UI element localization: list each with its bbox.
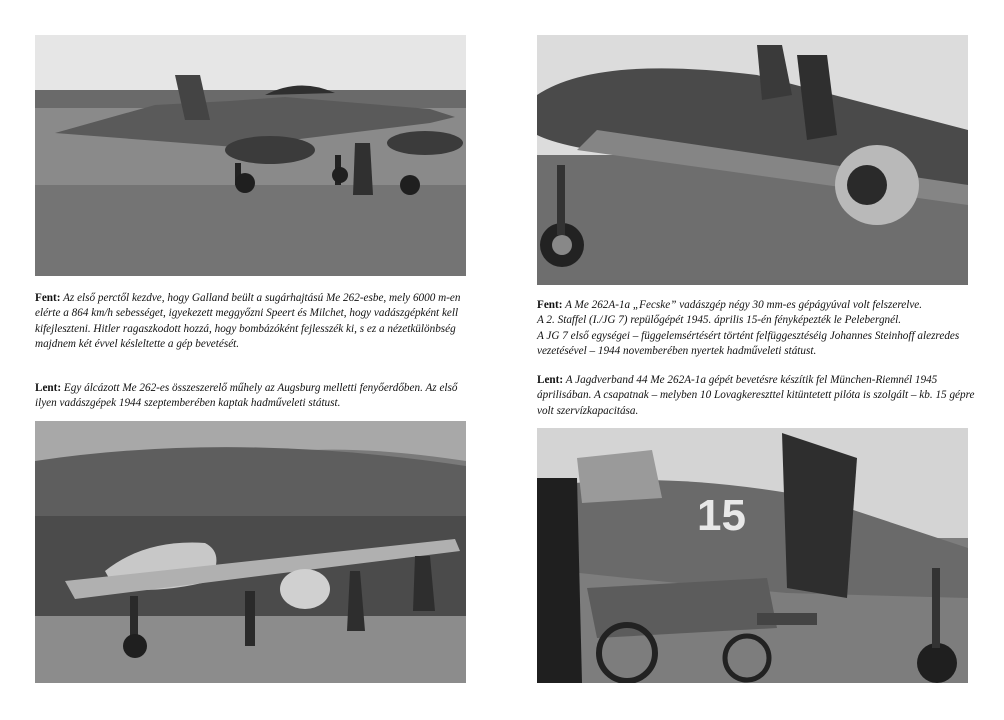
caption-top-right <box>537 298 977 360</box>
caption-label: Fent: <box>35 292 61 304</box>
caption-text: A Jagdverband 44 Me 262A-1a gépét bevetésre készítik fel München-Riemnél 1945 áprilisában. A csapatnak – melyben 10 Lovagkereszttel kitüntetett pilóta is szolgált – kb. 15 gépre volt szervízkapacitása. <box>537 374 975 417</box>
caption-label: Lent: <box>35 382 62 394</box>
caption-label: Lent: <box>537 374 564 386</box>
me262-number-15-ground-crew-photo-icon <box>537 428 968 683</box>
aircraft-number-marking: 15 <box>697 491 746 540</box>
caption-line: A Me 262A-1a „Fecske” vadászgép négy 30 mm-es gépágyúval volt felszerelve. <box>565 299 923 311</box>
me262-cockpit-photo <box>537 35 968 285</box>
caption-top-left <box>35 291 470 353</box>
caption-bottom-right <box>537 373 977 419</box>
me262-parked-on-grass-photo-icon <box>35 35 466 276</box>
me262-parked-photo <box>35 35 466 276</box>
caption-line: A JG 7 első egységei – függelemsértésért történt felfüggesztéséig Johannes Steinhoff alezredes vezetésével – 1944 novemberében nyertek hadműveleti státust. <box>537 329 960 358</box>
me262-ground-crew-photo <box>537 428 968 683</box>
me262-cockpit-mechanic-photo-icon <box>537 35 968 285</box>
assembly-workshop-photo <box>35 421 466 683</box>
camouflaged-assembly-workshop-photo-icon <box>35 421 466 683</box>
caption-text: Egy álcázott Me 262-es összeszerelő műhely az Augsburg melletti fenyőerdőben. Az első ilyen vadászgépek 1944 szeptemberében kaptak hadműveleti státust. <box>35 382 458 410</box>
caption-text: Az első perctől kezdve, hogy Galland beült a sugárhajtású Me 262-esbe, mely 6000 m-en elérte a 864 km/h sebességet, igyekezett meggyőzni Speert és Milchet, hogy vadászgépként kell kifejleszteni. Hitler ragaszkodott hozzá, hogy bombázóként fejlesszék ki, s ez a nézetkülönbség majdnem két évvel késleltette a gép bevetését. <box>35 292 461 351</box>
caption-bottom-left <box>35 381 470 412</box>
caption-label: Fent: <box>537 299 563 311</box>
caption-line: A 2. Staffel (I./JG 7) repülőgépét 1945. április 15-én fényképezték le Pelebergnél. <box>537 314 901 327</box>
